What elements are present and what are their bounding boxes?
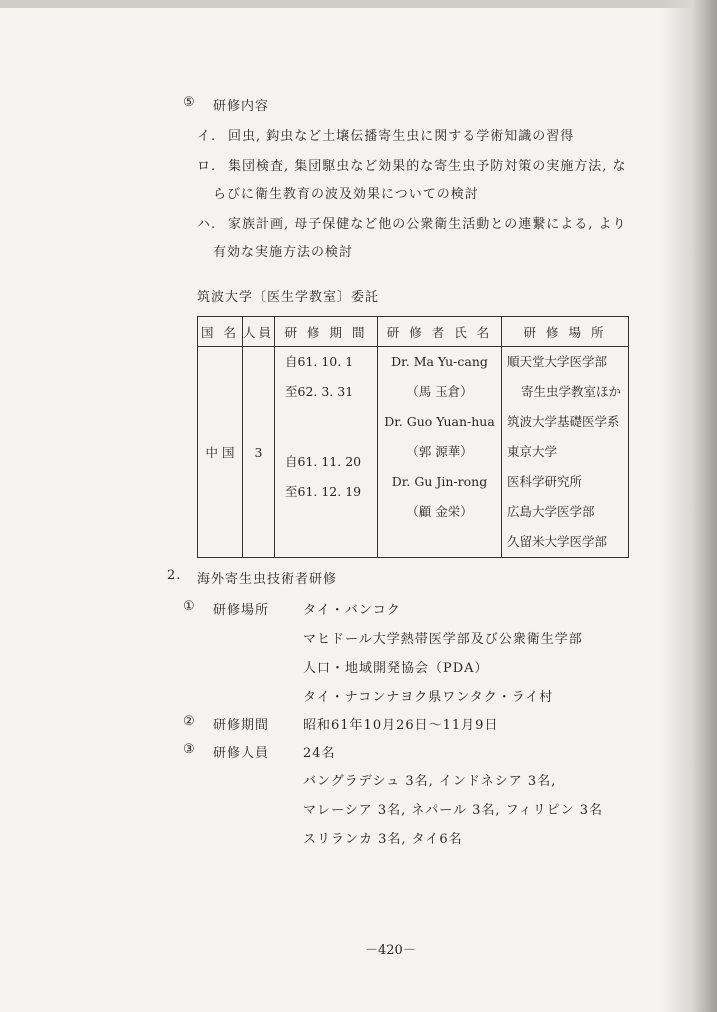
place-line: 東京大学 (507, 444, 558, 459)
period-line: 自61. 10. 1 (285, 354, 354, 369)
period-line: 自61. 11. 20 (285, 454, 362, 469)
table-caption: 筑波大学〔医生学教室〕委託 (197, 290, 380, 305)
period-line: 至62. 3. 31 (285, 384, 354, 399)
item1-line: タイ・バンコク (303, 603, 401, 618)
item-i-marker: イ. (197, 129, 217, 144)
place-line: 広島大学医学部 (507, 504, 595, 519)
item3-number: ③ (183, 742, 195, 757)
item-ro-text: 集団検査, 集団駆虫など効果的な寄生虫予防対策の実施方法, な (228, 159, 627, 174)
place-line: 久留米大学医学部 (507, 534, 608, 549)
section5-number: ⑤ (183, 95, 195, 110)
trainee-line: Dr. Gu Jin-rong (391, 474, 488, 489)
cell-trainees (378, 347, 502, 558)
header-country: 国 名 (198, 317, 243, 347)
header-count: 人員 (243, 317, 275, 347)
item1-number: ① (183, 599, 195, 614)
section2-number: 2. (167, 568, 182, 583)
item1-line: タイ・ナコンナヨク県ワンタク・ライ村 (303, 690, 554, 705)
scan-edge (0, 0, 717, 8)
period-line (285, 407, 377, 437)
item1-line: マヒドール大学熱帯医学部及び公衆衛生学部 (303, 632, 583, 647)
item-ro-cont: らびに衛生教育の波及効果についての検討 (213, 187, 479, 202)
header-period: 研 修 期 間 (275, 317, 378, 347)
item-ha-cont: 有効な実施方法の検討 (213, 245, 354, 260)
item3-line: マレーシア 3名, ネパール 3名, フィリピン 3名 (303, 803, 604, 818)
section5-title: 研修内容 (213, 99, 270, 114)
trainee-line: （馬 玉倉） (406, 384, 473, 399)
item2-line: 昭和61年10月26日～11月9日 (303, 718, 499, 733)
item3-line: 24名 (303, 746, 336, 761)
item-ha-marker: ハ. (197, 217, 217, 232)
item3-label: 研修人員 (213, 746, 270, 761)
item-ha-text: 家族計画, 母子保健など他の公衆衛生活動との連繋による, より (228, 217, 627, 232)
trainee-line: （顧 金栄） (406, 504, 473, 519)
cell-count: 3 (243, 347, 275, 558)
item3-line: バングラデシュ 3名, インドネシア 3名, (303, 774, 557, 789)
section2-title: 海外寄生虫技術者研修 (197, 572, 338, 587)
page-number: －420－ (365, 943, 416, 958)
item-ro-marker: ロ. (197, 159, 217, 174)
item3-line: スリランカ 3名, タイ6名 (303, 832, 463, 847)
trainee-line: Dr. Ma Yu-cang (391, 354, 488, 369)
place-line: 筑波大学基礎医学系 (507, 414, 620, 429)
trainee-line: （郭 源華） (406, 444, 473, 459)
item1-line: 人口・地域開発協会（PDA） (303, 661, 489, 676)
table-row (198, 347, 629, 558)
header-trainee: 研 修 者 氏 名 (378, 317, 502, 347)
trainee-table (197, 316, 629, 558)
cell-country: 中 国 (198, 347, 243, 558)
place-line: 順天堂大学医学部 (507, 354, 608, 369)
header-place: 研 修 場 所 (502, 317, 629, 347)
place-line: 医科学研究所 (507, 474, 583, 489)
item1-label: 研修場所 (213, 603, 270, 618)
period-line: 至61. 12. 19 (285, 484, 362, 499)
place-line: 寄生虫学教室ほか (521, 384, 622, 399)
table-header-row (198, 317, 629, 347)
cell-periods (275, 347, 378, 558)
binding-shadow (662, 0, 717, 1012)
trainee-line: Dr. Guo Yuan-hua (384, 414, 495, 429)
item2-label: 研修期間 (213, 718, 270, 733)
period-line (285, 437, 377, 447)
item-i-text: 回虫, 鈎虫など土壌伝播寄生虫に関する学術知識の習得 (228, 129, 575, 144)
item2-number: ② (183, 714, 195, 729)
cell-places (502, 347, 629, 558)
